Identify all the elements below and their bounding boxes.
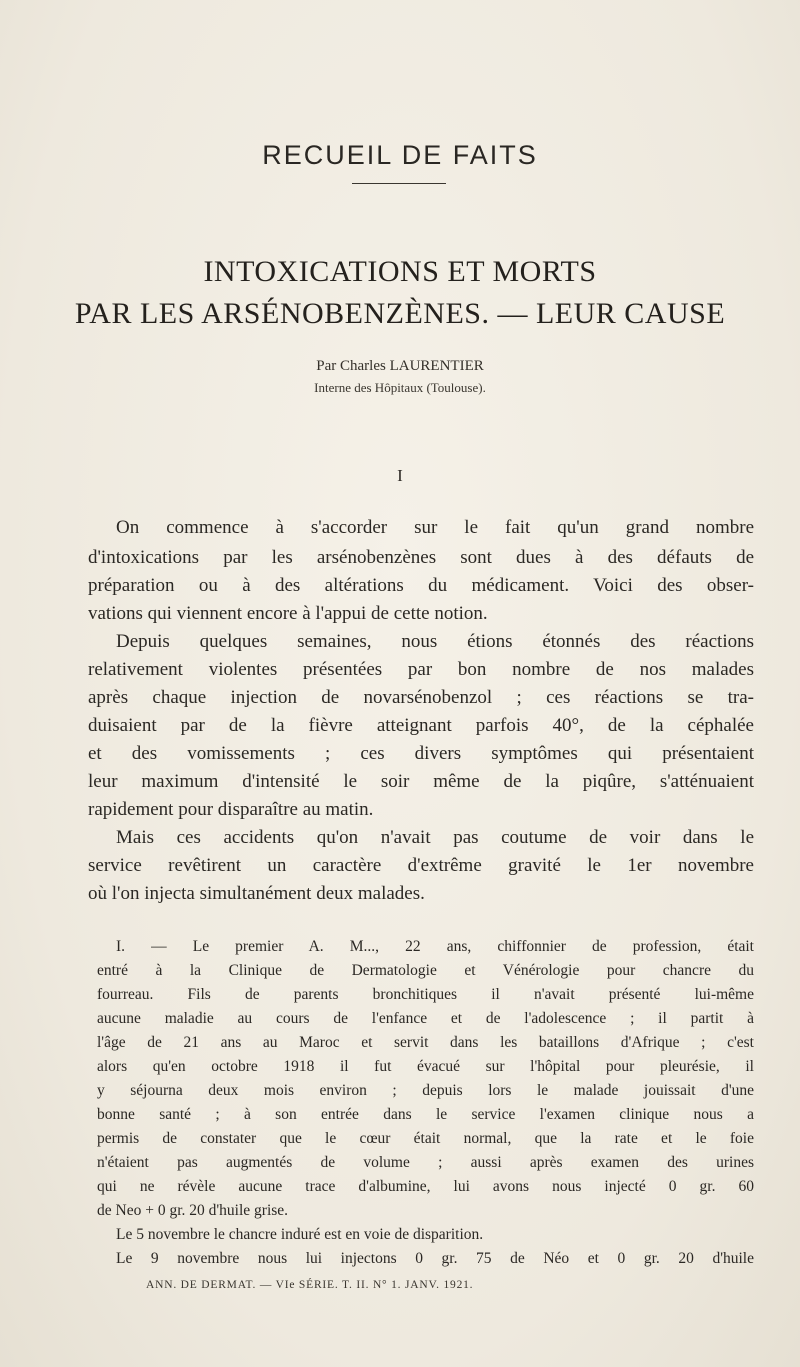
section-heading: RECUEIL DE FAITS bbox=[262, 140, 538, 170]
body-line: après chaque injection de novarsénobenzol ; ces réactions se tra- bbox=[88, 687, 754, 708]
case-line: alors qu'en octobre 1918 il fut évacué sur l'hôpital pour pleurésie, il bbox=[97, 1058, 754, 1075]
heading-rule bbox=[352, 183, 446, 184]
case-line: bonne santé ; à son entrée dans le service l'examen clinique nous a bbox=[97, 1106, 754, 1123]
body-line: et des vomissements ; ces divers symptômes qui présentaient bbox=[88, 743, 754, 764]
case-line: entré à la Clinique de Dermatologie et Vénérologie pour chancre du bbox=[97, 962, 754, 979]
article-title-line-1: INTOXICATIONS ET MORTS bbox=[203, 255, 597, 288]
case-line: permis de constater que le cœur était normal, que la rate et le foie bbox=[97, 1130, 754, 1147]
journal-footer: ANN. DE DERMAT. — VIe SÉRIE. T. II. N° 1. JANV. 1921. bbox=[146, 1279, 474, 1291]
article-title-line-2: PAR LES ARSÉNOBENZÈNES. — LEUR CAUSE bbox=[74, 297, 726, 330]
author-byline: Par Charles LAURENTIER bbox=[316, 358, 484, 374]
body-line: d'intoxications par les arsénobenzènes sont dues à des défauts de bbox=[88, 547, 754, 568]
body-line: préparation ou à des altérations du médicament. Voici des obser- bbox=[88, 575, 754, 596]
body-line: Mais ces accidents qu'on n'avait pas coutume de voir dans le bbox=[116, 827, 754, 848]
case-line: n'étaient pas augmentés de volume ; aussi après examen des urines bbox=[97, 1154, 754, 1171]
case-line: Le 9 novembre nous lui injectons 0 gr. 75 de Néo et 0 gr. 20 d'huile bbox=[116, 1250, 754, 1267]
case-line: I. — Le premier A. M..., 22 ans, chiffonnier de profession, était bbox=[116, 938, 754, 955]
case-line: aucune maladie au cours de l'enfance et de l'adolescence ; il partit à bbox=[97, 1010, 754, 1027]
case-line: de Neo + 0 gr. 20 d'huile grise. bbox=[97, 1202, 289, 1219]
body-line: duisaient par de la fièvre atteignant parfois 40°, de la céphalée bbox=[88, 715, 754, 736]
author-affiliation: Interne des Hôpitaux (Toulouse). bbox=[314, 380, 486, 395]
body-line: On commence à s'accorder sur le fait qu'un grand nombre bbox=[116, 517, 754, 538]
case-line: fourreau. Fils de parents bronchitiques il n'avait présenté lui-même bbox=[97, 986, 754, 1003]
body-line: Depuis quelques semaines, nous étions étonnés des réactions bbox=[116, 631, 754, 652]
body-line: vations qui viennent encore à l'appui de cette notion. bbox=[88, 603, 488, 624]
body-line: relativement violentes présentées par bon nombre de nos malades bbox=[88, 659, 754, 680]
body-line: rapidement pour disparaître au matin. bbox=[88, 799, 374, 820]
case-line: qui ne révèle aucune trace d'albumine, lui avons nous injecté 0 gr. 60 bbox=[97, 1178, 754, 1195]
case-line: l'âge de 21 ans au Maroc et servit dans les bataillons d'Afrique ; c'est bbox=[97, 1034, 754, 1051]
case-line: y séjourna deux mois environ ; depuis lors le malade jouissait d'une bbox=[97, 1082, 754, 1099]
section-number: I bbox=[397, 466, 403, 485]
body-line: service revêtirent un caractère d'extrême gravité le 1er novembre bbox=[88, 855, 754, 876]
body-line: leur maximum d'intensité le soir même de la piqûre, s'atténuaient bbox=[88, 771, 754, 792]
body-line: où l'on injecta simultanément deux malades. bbox=[88, 883, 425, 904]
case-line: Le 5 novembre le chancre induré est en voie de disparition. bbox=[116, 1226, 484, 1243]
